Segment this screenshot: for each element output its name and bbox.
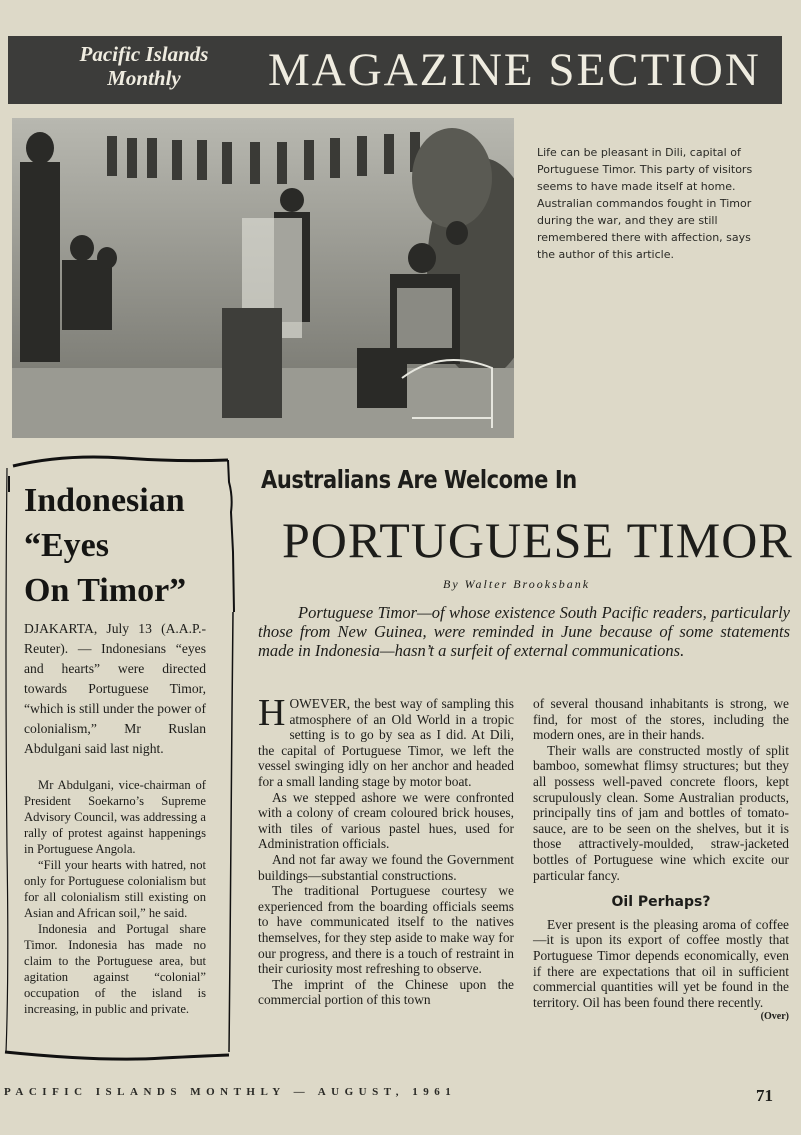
publication-name-line2: Monthly: [107, 66, 181, 90]
article-headline: PORTUGUESE TIMOR: [282, 512, 793, 568]
running-footer: PACIFIC ISLANDS MONTHLY — AUGUST, 1961: [4, 1086, 457, 1098]
publication-name-line1: Pacific Islands: [79, 42, 209, 66]
article-column-1: [258, 692, 514, 1008]
sidebar-paragraph: DJAKARTA, July 13 (A.A.P.-Reuter). — Indonesians “eyes and hearts” were directed towards Portuguese Timor, “which is still under the power of colonialism,” Mr Ruslan Abdulgani said last night.: [24, 621, 206, 756]
sidebar-paragraph: Indonesia and Portugal share Timor. Indonesia has made no claim to the Portuguese area, but agitation against “colonial” occupation of the island is increasing, in public and private.: [24, 922, 206, 1016]
article-paragraph: And not far away we found the Government buildings—substantial constructions.: [258, 851, 514, 883]
article-column-2: [533, 696, 789, 1025]
publication-name: [44, 42, 244, 90]
sidebar-headline-line3: On Timor”: [24, 572, 187, 609]
article-paragraph-text: OWEVER, the best way of sampling this atmosphere of an Old World in a tropic setting is to go by sea as I did. At Dili, the capital of Portuguese Timor, we left the vessel swinging idly on her anchor and headed for a small landing stage by motor boat.: [258, 696, 514, 789]
article-subheading: Oil Perhaps?: [611, 894, 711, 911]
sidebar-paragraph: “Fill your hearts with hatred, not only for Portuguese colonialism but for all colonialism still existing on Asian and African soil,” he said.: [24, 858, 206, 920]
sidebar-headline: [24, 478, 224, 613]
sidebar-lead: [24, 619, 206, 759]
article-paragraph: Their walls are constructed mostly of split bamboo, somewhat flimsy structures; but they all possess well-paved concrete floors, kept scrupulously clean. Some Australian products, principally tins of jam and bottles of tomato-sauce, are to be seen on the shelves, but it is those attractively-moulded, straw-jacketed bottles of Portuguese wine which excite our particular fancy.: [533, 742, 789, 883]
article-paragraph: of several thousand inhabitants is strong, we find, for most of the stores, including the modern ones, are in their hands.: [533, 696, 789, 743]
sidebar-paragraph: Mr Abdulgani, vice-chairman of President Soekarno’s Supreme Advisory Council, was addressing a rally of protest against happenings in Portuguese Angola.: [24, 778, 206, 856]
sidebar-body: [24, 777, 206, 1017]
dili-visitors-photo: [12, 118, 514, 438]
article-paragraph: The imprint of the Chinese upon the commercial portion of this town: [258, 976, 514, 1008]
article-paragraph: Ever present is the pleasing aroma of coffee—it is upon its export of coffee mostly that Portuguese Timor depends economically, even if there are expectations that oil in sufficient commercial quantities will yet be found in the territory. Oil has been found there recently.: [533, 916, 789, 1010]
article-byline: By Walter Brooksbank: [443, 577, 591, 591]
article-kicker: Australians Are Welcome In: [261, 465, 577, 494]
article-paragraph: [258, 692, 514, 790]
page-number: 71: [756, 1086, 773, 1105]
drop-cap: H: [258, 692, 286, 734]
article-paragraph: As we stepped ashore we were confronted with a colony of cream coloured brick houses, with tiles of various pastel hues, used for Administration officials.: [258, 789, 514, 852]
sidebar-headline-line2: “Eyes: [24, 527, 109, 564]
section-title: MAGAZINE SECTION: [268, 44, 761, 96]
photo-caption: Life can be pleasant in Dili, capital of Portuguese Timor. This party of visitors seems to have made itself at home. Australian commandos fought in Timor during the war, and they are still remembered there with affection, says the author of this article.: [537, 146, 753, 261]
continued-marker: (Over): [760, 1011, 789, 1023]
article-paragraph: The traditional Portuguese courtesy we experienced from the boarding officials seems to have communicated itself to the natives themselves, for they step aside to make way for our progress, and there is a touch of restraint in their curiosity most refreshing to observe.: [258, 883, 514, 977]
article-standfirst: Portuguese Timor—of whose existence South Pacific readers, particularly those from New Guinea, were reminded in June because of some statements made in Indonesia—hasn’t a surfeit of external communications.: [258, 603, 790, 660]
sidebar-headline-line1: Indonesian: [24, 482, 185, 519]
